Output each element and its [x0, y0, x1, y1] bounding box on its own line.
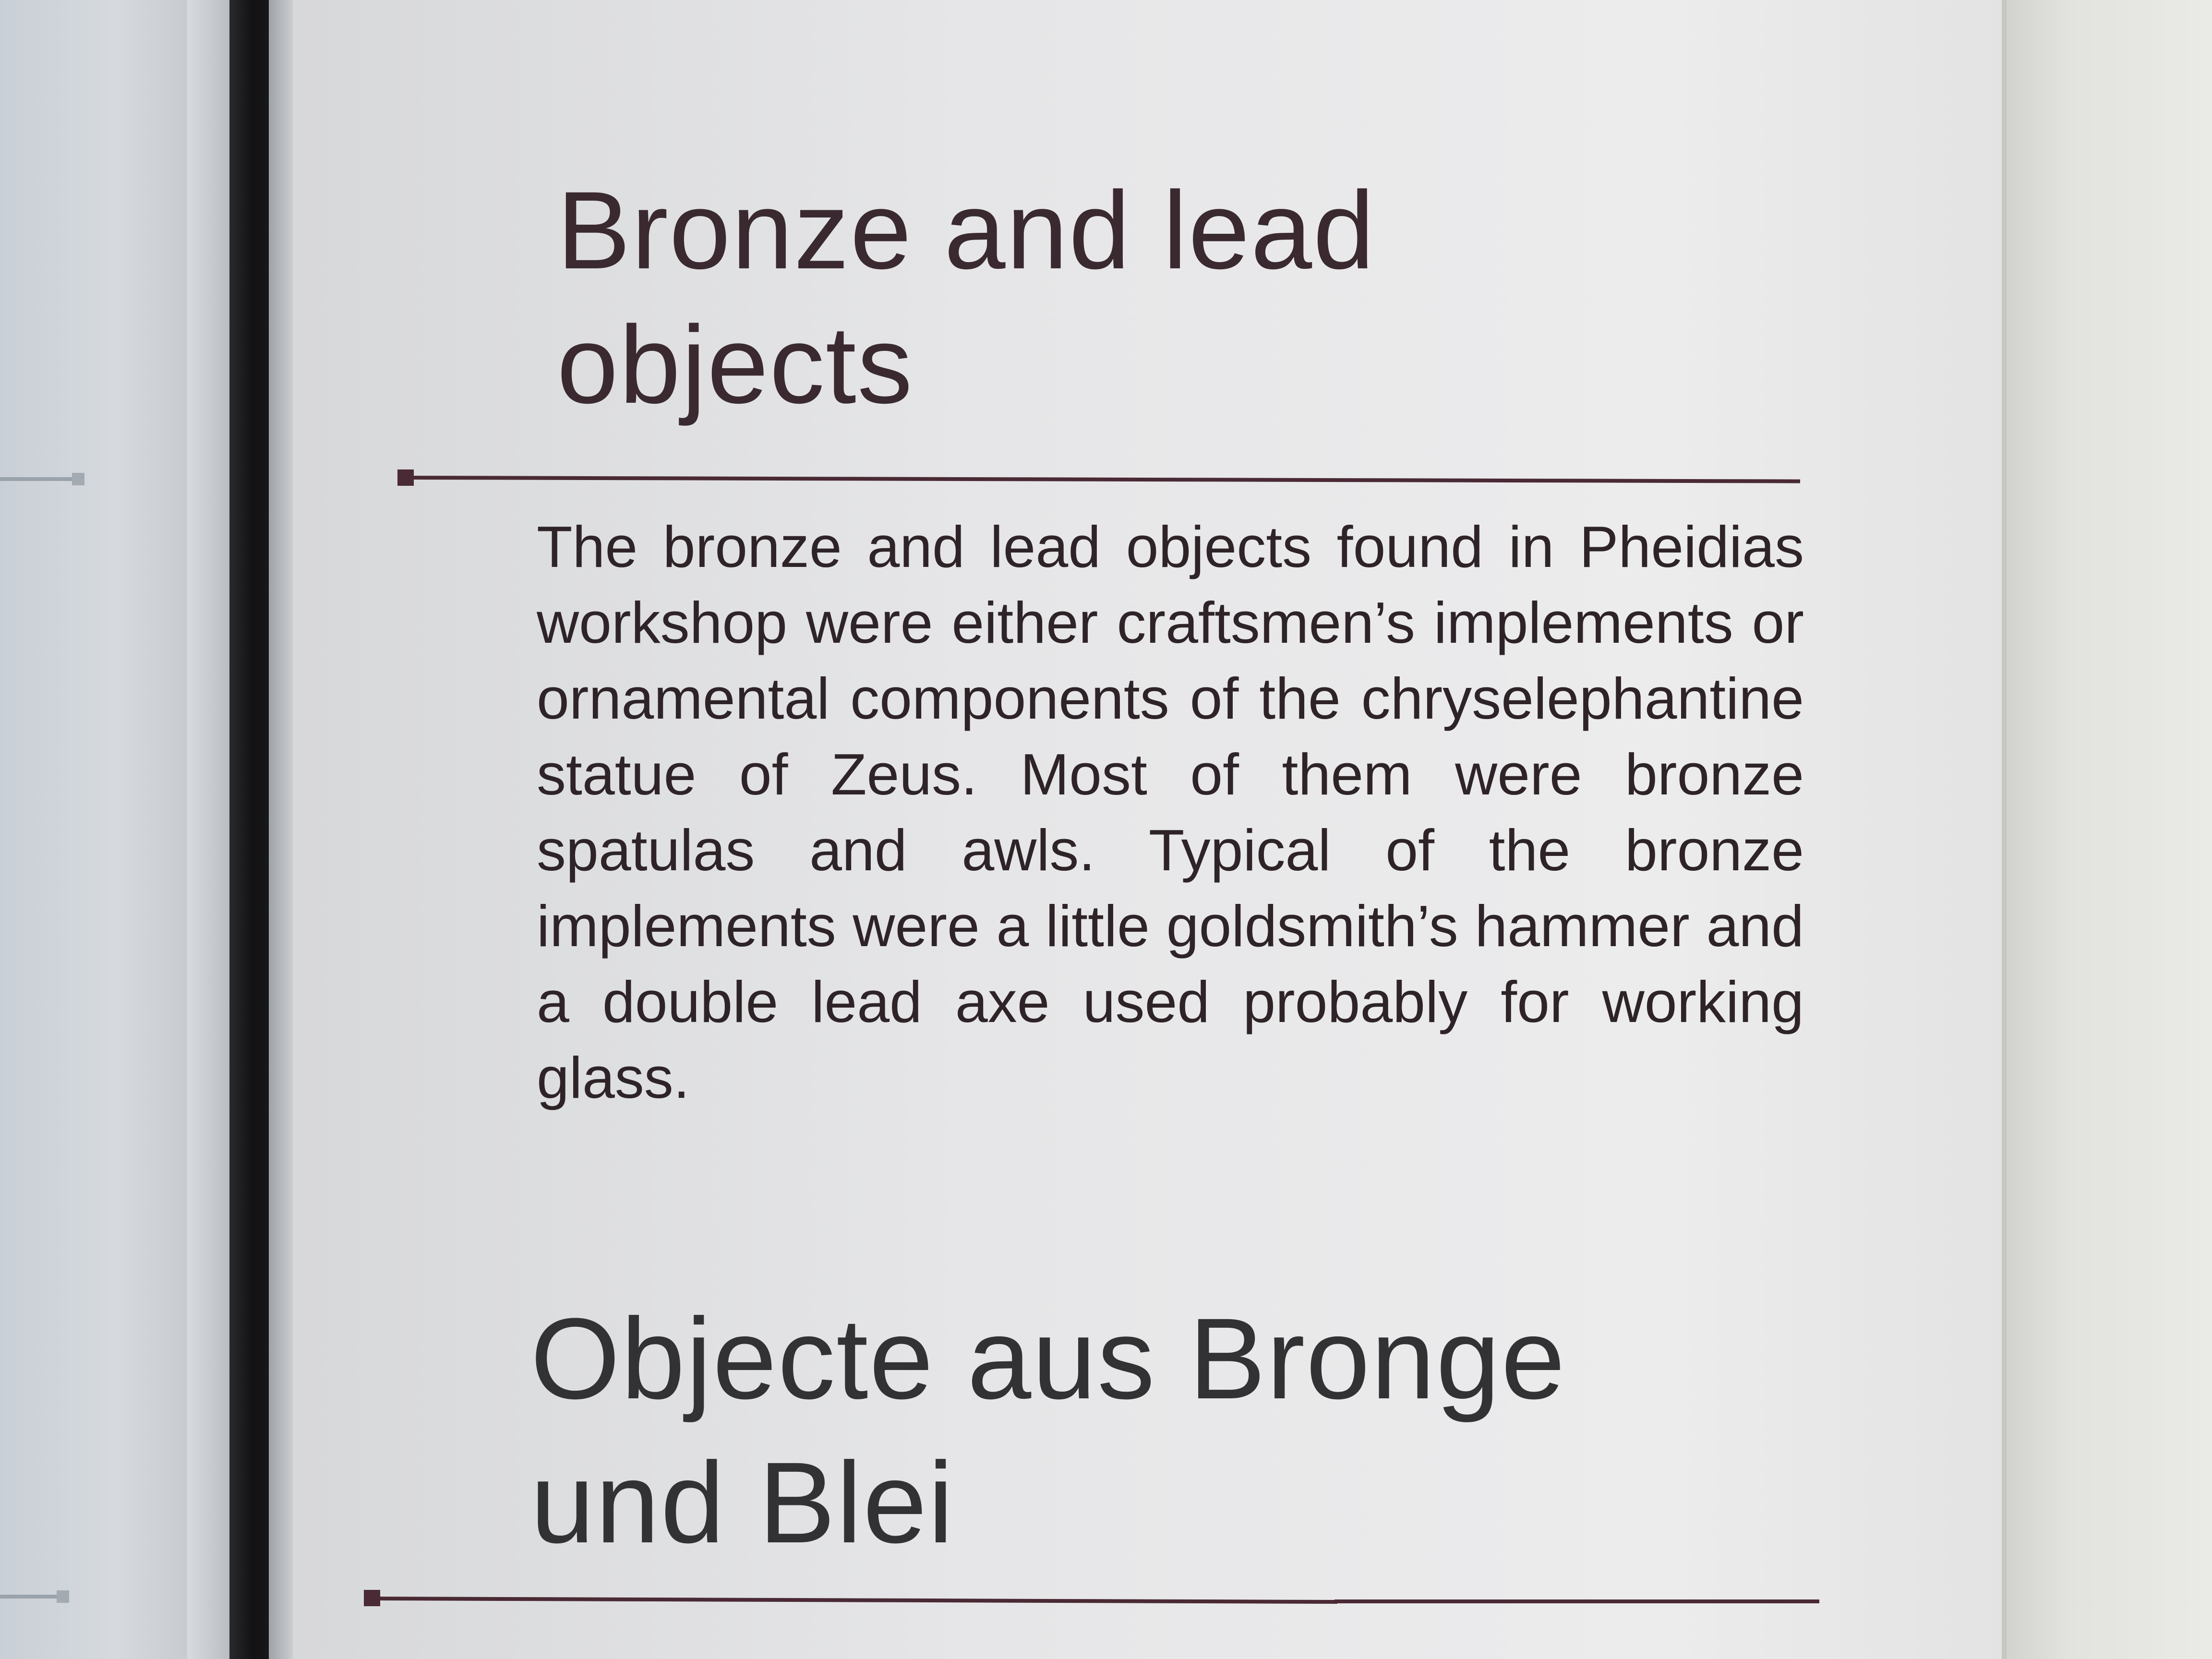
sign-title-german: Objecte aus Bronge und Blei — [530, 1294, 1566, 1567]
sign-body-english: The bronze and lead objects found in Pheidias workshop were either craftsmen’s implements or ornamental components of the chryselephantine statue of Zeus. Most of them were bronze spatulas and awls. Typical of the bronze implements were a little goldsmith’s hammer and a double lead axe used probably for working glass. — [537, 514, 1804, 1110]
divider-bottom-continued — [1334, 1599, 1819, 1603]
adjacent-sign-marker-bottom — [57, 1590, 69, 1603]
wall-edge — [187, 0, 230, 1659]
adjacent-wall — [0, 0, 211, 1659]
adjacent-sign-rule-top — [0, 477, 72, 481]
background-wall — [2007, 0, 2212, 1659]
sign-title-english: Bronze and lead objects — [557, 168, 1376, 426]
adjacent-sign-rule-bottom — [0, 1595, 58, 1599]
adjacent-sign-marker-top — [72, 473, 84, 485]
